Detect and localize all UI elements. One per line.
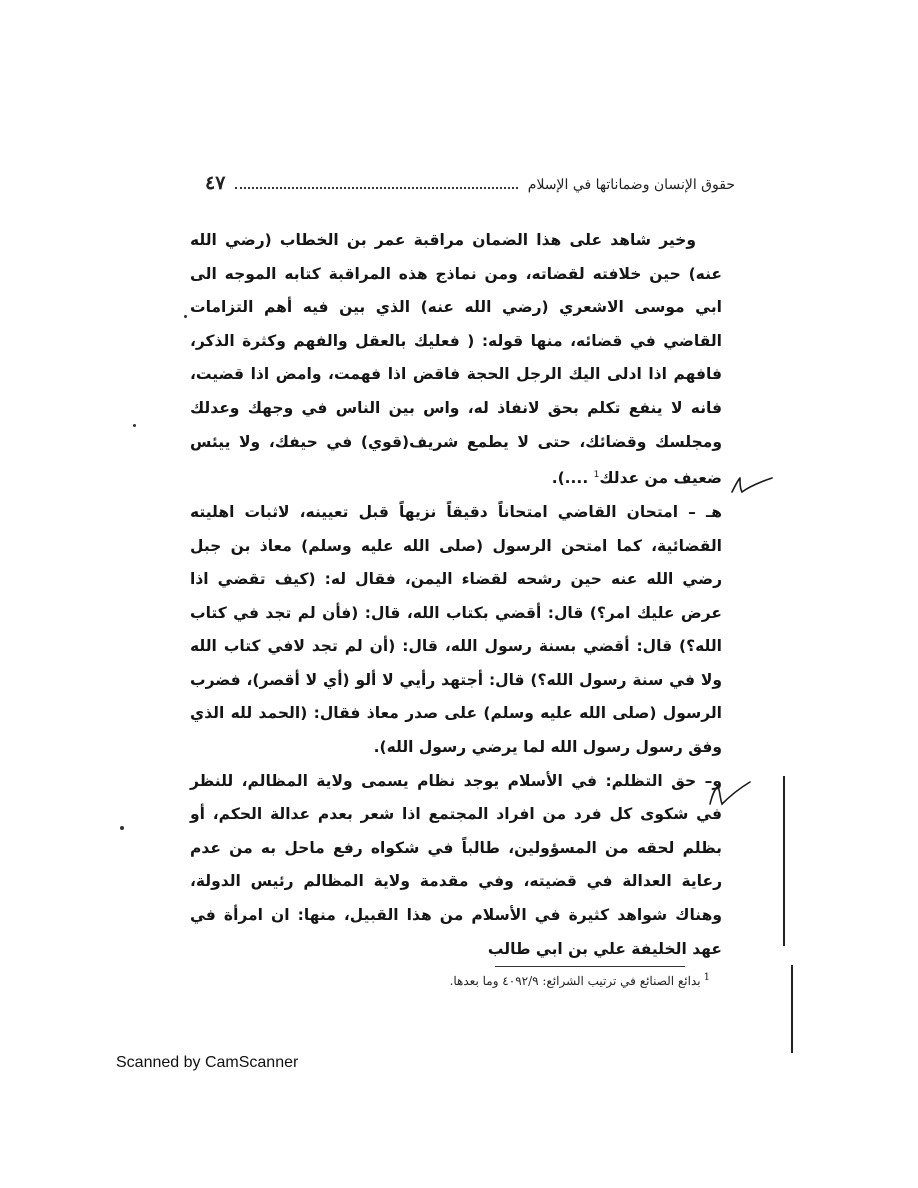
footnote-mark: 1 xyxy=(703,972,710,983)
handwritten-check-mark-icon xyxy=(706,778,752,808)
paragraph-judge-examination xyxy=(190,496,722,765)
scanner-watermark: Scanned by CamScanner xyxy=(116,1054,299,1071)
paragraph-right-to-complain xyxy=(190,765,722,967)
footnote-divider xyxy=(495,966,685,967)
paragraph-text: وخير شاهد على هذا الضمان مراقبة عمر بن الخطاب (رضي الله عنه) حين خلافته لقضاته، ومن نماذج هذه المراقبة كتابه الموجه الى ابي موسى الاشعري (رضي الله عنه) الذي بين فيه أهم التزامات القاضي في قضائه، منها قوله: ( فعليك بالعقل والفهم وكثرة الذكر، فافهم اذا ادلى اليك الرجل الحجة فاقض اذا فهمت، وامض اذا قضيت، فانه لا ينفع تكلم بحق لانفاذ له، واس بين الناس في وجهك وعدلك ومجلسك وقضائك، حتى لا يطمع شريف(قوي) في حيفك، ولا ييئس ضعيف من عدلك xyxy=(190,231,722,488)
header-title: حقوق الإنسان وضماناتها في الإسلام xyxy=(527,177,735,193)
scan-edge-line xyxy=(791,965,793,1053)
paragraph-text: و– حق التظلم: في الأسلام يوجد نظام يسمى ولاية المظالم، للنظر في شكوى كل فرد من افراد المجتمع اذا شعر بعدم عدالة الحكم، أو بظلم لحقه من المسؤولين، طالباً في شكواه رفع ماحل به من عدم رعاية العدالة في قضيته، وفي مقدمة ولاية المظالم رئيس الدولة، وهناك شواهد كثيرة في الأسلام من هذا القبيل، منها: ان امرأة في عهد الخليفة علي بن ابي طالب xyxy=(190,771,722,958)
paragraph-umar-supervision xyxy=(190,224,722,496)
paragraph-ending: ....). xyxy=(551,469,594,488)
footnote xyxy=(380,972,710,988)
scan-edge-line xyxy=(783,776,785,946)
footnote-text: بدائع الصنائع في ترتيب الشرائع: ٤٠٩٢/٩ وما بعدها. xyxy=(449,974,701,988)
scan-speck xyxy=(120,826,124,830)
scan-speck xyxy=(184,315,187,318)
body-text xyxy=(190,224,722,966)
header-dot-leader xyxy=(235,177,517,189)
page-number: ٤٧ xyxy=(205,172,226,194)
footnote-reference: 1 xyxy=(593,470,600,481)
handwritten-check-mark-icon xyxy=(728,474,774,496)
running-header xyxy=(205,172,735,198)
paragraph-text: هـ – امتحان القاضي امتحاناً دقيقاً نزيهاً قبل تعيينه، لاثبات اهليته القضائية، كما امتحن الرسول (صلى الله عليه وسلم) معاذ بن جبل رضي الله عنه حين رشحه لقضاء اليمن، فقال له: (كيف تقضي اذا عرض عليك امر؟) قال: أقضي بكتاب الله، قال: (فأن لم تجد في كتاب الله؟) قال: أقضي بسنة رسول الله، قال: (أن لم تجد لافي كتاب الله ولا في سنة رسول الله؟) قال: أجتهد رأيي لا ألو (أي لا أقصر)، فضرب الرسول (صلى الله عليه وسلم) على صدر معاذ فقال: (الحمد لله الذي وفق رسول رسول الله لما يرضي رسول الله). xyxy=(190,502,722,757)
scan-speck xyxy=(133,424,136,427)
